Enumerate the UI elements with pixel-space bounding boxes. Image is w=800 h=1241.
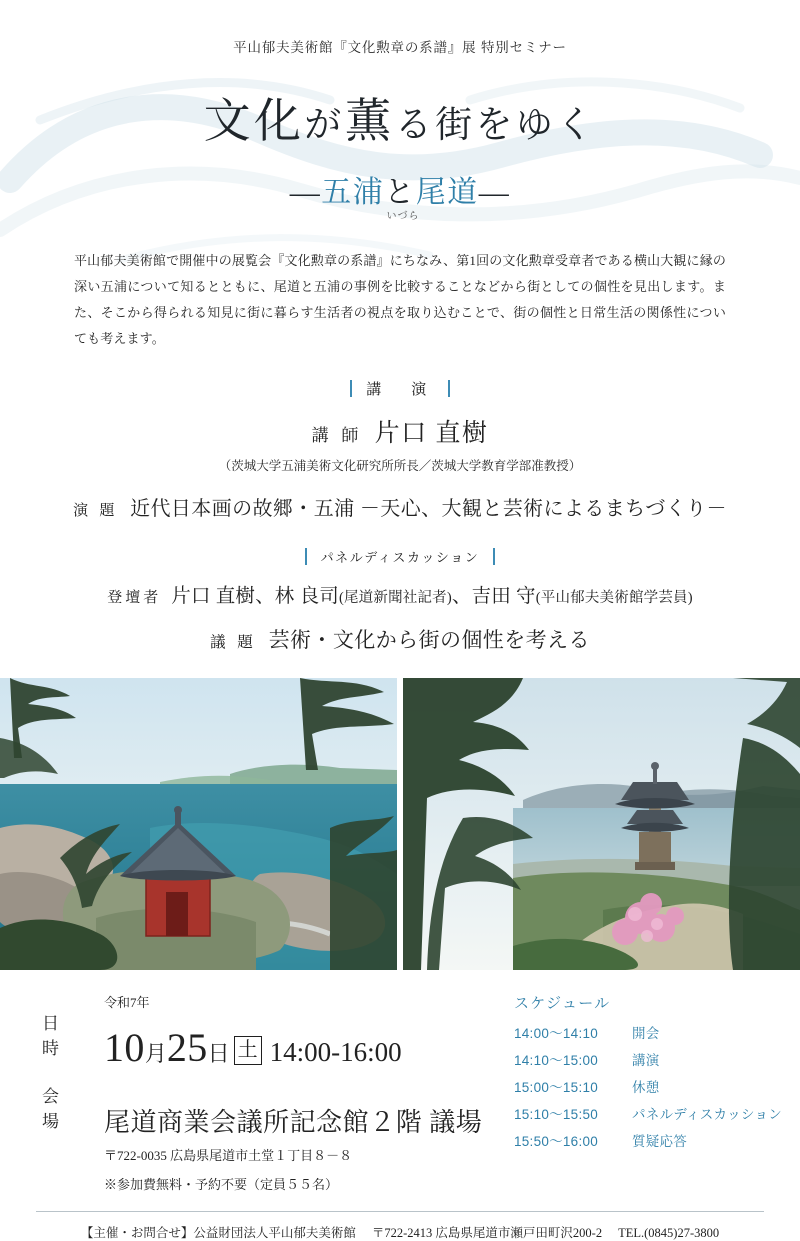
panel-heading-bar-right-icon bbox=[493, 548, 495, 565]
lecture-section-heading bbox=[0, 378, 800, 399]
subtitle-ruby: いづら bbox=[386, 211, 420, 222]
datetime-label: 日 時 bbox=[42, 1014, 68, 1058]
venue-row bbox=[42, 1082, 500, 1136]
schedule-item: 休憩 bbox=[632, 1080, 660, 1095]
footer-organizer: 【主催・お問合せ】公益財団法人平山郁夫美術館 bbox=[80, 1226, 356, 1240]
era-label: 令和7年 bbox=[104, 995, 150, 1010]
venue-name: 尾道商業会議所記念館２階 議場 bbox=[104, 1108, 483, 1137]
subtitle-dash-left: ― bbox=[289, 176, 322, 209]
speaker-affiliation: （茨城大学五浦美術文化研究所所長／茨城大学教育学部准教授） bbox=[218, 459, 582, 473]
schedule-item: パネルディスカッション bbox=[632, 1107, 782, 1122]
title-segment-4: る街をゆく bbox=[394, 105, 597, 146]
venue-label: 会 場 bbox=[42, 1087, 68, 1131]
panel-section-heading bbox=[0, 547, 800, 566]
theme-row bbox=[0, 624, 800, 654]
schedule-title: スケジュール bbox=[514, 995, 611, 1012]
panel-heading-label: パネルディスカッション bbox=[320, 550, 480, 565]
event-details bbox=[0, 992, 500, 1193]
panelists-note-1: (尾道新聞社記者) bbox=[338, 590, 452, 606]
subtitle-dash-right: ― bbox=[478, 176, 511, 209]
event-weekday-badge: 土 bbox=[234, 1036, 262, 1065]
lecture-heading-label: 講 演 bbox=[366, 382, 434, 398]
panelists-names-1: 片口 直樹、林 良司 bbox=[171, 586, 339, 607]
subtitle-place-onomichi: 尾道 bbox=[415, 176, 479, 209]
attendance-note: ※参加費無料・予約不要（定員５５名） bbox=[104, 1177, 339, 1192]
month-unit: 月 bbox=[144, 1041, 167, 1066]
speaker-label: 講 師 bbox=[311, 426, 363, 445]
schedule-time: 15:00～15:10 bbox=[514, 1080, 599, 1095]
datetime-row bbox=[42, 1009, 500, 1068]
theme-label: 議 題 bbox=[210, 634, 257, 651]
panelists-names-2: 吉田 守 bbox=[471, 586, 536, 607]
day-unit: 日 bbox=[207, 1041, 230, 1066]
panel-heading-bar-left-icon bbox=[305, 548, 307, 565]
topic-text: 近代日本画の故郷・五浦 －天心、大観と芸術によるまちづくり－ bbox=[130, 498, 727, 520]
footer-telephone: TEL.(0845)27-3800 bbox=[618, 1226, 720, 1240]
speaker-name: 片口 直樹 bbox=[374, 420, 489, 447]
topic-row bbox=[0, 492, 800, 521]
schedule-time: 14:10～15:00 bbox=[514, 1053, 599, 1068]
footer bbox=[0, 1212, 800, 1241]
schedule-row bbox=[514, 1130, 800, 1150]
panelists-note-2: (平山郁夫美術館学芸員) bbox=[535, 590, 693, 606]
speaker-row bbox=[0, 413, 800, 449]
schedule-item: 開会 bbox=[632, 1026, 660, 1041]
page-subtitle bbox=[0, 167, 800, 211]
eyebrow-text: 平山郁夫美術館『文化勲章の系譜』展 特別セミナー bbox=[233, 40, 567, 55]
schedule-row bbox=[514, 1076, 800, 1096]
info-section bbox=[0, 970, 800, 1193]
event-month: 10 bbox=[104, 1025, 145, 1070]
heading-bar-left-icon bbox=[350, 380, 352, 397]
title-segment-3: 薫 bbox=[344, 96, 395, 148]
event-time: 14:00-16:00 bbox=[269, 1037, 402, 1067]
topic-label: 演 題 bbox=[73, 503, 119, 519]
schedule-row bbox=[514, 1049, 800, 1069]
footer-contact-address: 〒722-2413 広島県尾道市瀬戸田町沢200-2 bbox=[371, 1226, 603, 1240]
schedule-time: 14:00～14:10 bbox=[514, 1026, 599, 1041]
heading-bar-right-icon bbox=[448, 380, 450, 397]
subtitle-conjunction: と bbox=[384, 176, 416, 209]
photo-izura-rokkakudo bbox=[0, 678, 397, 970]
schedule-time: 15:50～16:00 bbox=[514, 1134, 599, 1149]
panelists-label: 登壇者 bbox=[107, 590, 162, 606]
title-segment-1: 文化 bbox=[203, 96, 305, 148]
photo-strip bbox=[0, 678, 800, 970]
event-day: 25 bbox=[166, 1025, 208, 1070]
schedule-block bbox=[500, 992, 800, 1193]
panelists-row bbox=[0, 580, 800, 608]
schedule-item: 講演 bbox=[632, 1053, 660, 1068]
schedule-row bbox=[514, 1022, 800, 1042]
subtitle-place-izura: 五浦 bbox=[321, 176, 385, 209]
schedule-row bbox=[514, 1103, 800, 1123]
lead-paragraph: 平山郁夫美術館で開催中の展覧会『文化勲章の系譜』にちなみ、第1回の文化勲章受章者である横山大観に縁の深い五浦について知るとともに、尾道と五浦の事例を比較することなどから街としての個性を見出します。また、そこから得られる知見に街に暮らす生活者の視点を取り込むことで、街の個性と日常生活の関係性についても考えます。 bbox=[74, 253, 726, 346]
venue-address: 〒722-0035 広島県尾道市土堂１丁目８－８ bbox=[104, 1148, 353, 1163]
page-title bbox=[0, 84, 800, 151]
schedule-time: 15:10～15:50 bbox=[514, 1107, 599, 1122]
schedule-item: 質疑応答 bbox=[632, 1134, 688, 1149]
photo-onomichi-pagoda bbox=[403, 678, 800, 970]
theme-text: 芸術・文化から街の個性を考える bbox=[268, 628, 590, 652]
panelists-separator: 、 bbox=[451, 586, 472, 607]
title-segment-2: が bbox=[304, 105, 345, 146]
